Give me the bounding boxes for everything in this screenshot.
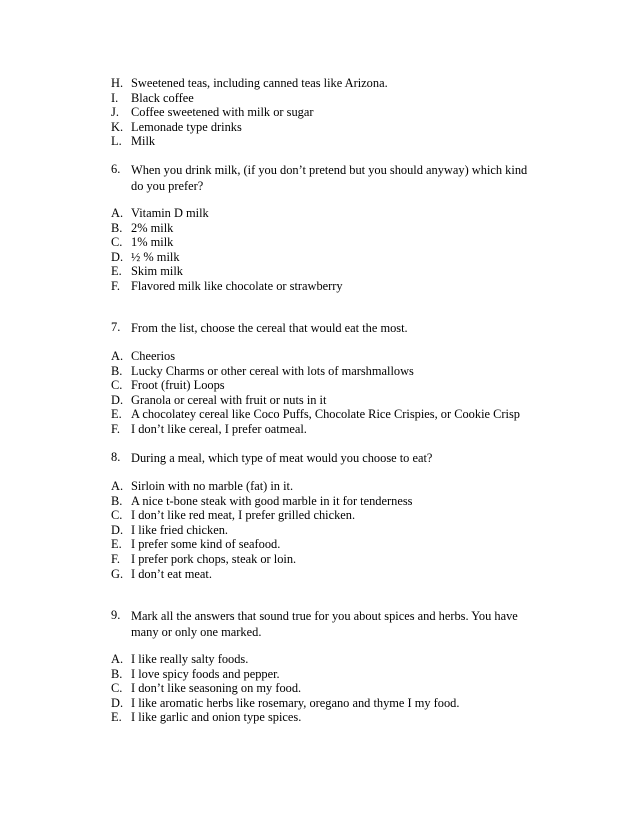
option	[111, 264, 541, 279]
option	[111, 279, 541, 294]
question-7-options	[111, 349, 541, 437]
list-item	[111, 76, 541, 91]
question-text	[111, 450, 541, 466]
question-prompt: When you drink milk, (if you don’t pretend but you should anyway) which kind do you prefer?	[131, 163, 528, 193]
option-letter: D.	[111, 392, 124, 407]
option-letter: E.	[111, 264, 122, 279]
option	[111, 206, 541, 221]
option	[111, 523, 541, 538]
option-text: 1% milk	[131, 235, 174, 250]
list-item-text: Sweetened teas, including canned teas like Arizona.	[131, 76, 388, 90]
question-9	[111, 608, 541, 640]
option-letter: B.	[111, 220, 123, 235]
option-text: I prefer pork chops, steak or loin.	[131, 551, 297, 566]
question-6-options	[111, 206, 541, 294]
option	[111, 508, 541, 523]
option-text: I don’t like seasoning on my food.	[131, 681, 302, 696]
option-text: Froot (fruit) Loops	[131, 378, 225, 393]
option	[111, 349, 541, 364]
option	[111, 710, 541, 725]
option-text: I like really salty foods.	[131, 652, 249, 666]
option-letter: B.	[111, 666, 123, 681]
list-item-text: Black coffee	[131, 90, 194, 105]
option-letter: E.	[111, 407, 122, 422]
list-item	[111, 91, 541, 106]
option	[111, 537, 541, 552]
option-letter: E.	[111, 537, 122, 552]
option-text: I like aromatic herbs like rosemary, oregano and thyme I my food.	[131, 695, 460, 710]
question-number: 6.	[111, 162, 121, 176]
option-text: I don’t like red meat, I prefer grilled chicken.	[131, 508, 356, 523]
option-letter: D.	[111, 695, 124, 710]
question-8	[111, 450, 541, 466]
option	[111, 567, 541, 582]
option	[111, 235, 541, 250]
option	[111, 552, 541, 567]
option-letter: C.	[111, 508, 123, 523]
option-text: Flavored milk like chocolate or strawberry	[131, 278, 343, 293]
option	[111, 667, 541, 682]
list-marker: K.	[111, 119, 124, 134]
option	[111, 378, 541, 393]
option-text: Vitamin D milk	[131, 206, 209, 220]
option-letter: F.	[111, 278, 120, 293]
option-letter: B.	[111, 363, 123, 378]
option-letter: D.	[111, 249, 124, 264]
option	[111, 407, 541, 422]
list-marker: H.	[111, 76, 124, 90]
list-item	[111, 105, 541, 120]
question-prompt: Mark all the answers that sound true for you about spices and herbs. You have many or only one marked.	[131, 609, 518, 639]
question-text	[111, 608, 541, 640]
option	[111, 652, 541, 667]
option	[111, 494, 541, 509]
question-number: 9.	[111, 608, 121, 622]
question-prompt: During a meal, which type of meat would you choose to eat?	[131, 451, 433, 465]
list-marker: I.	[111, 90, 119, 105]
list-marker: J.	[111, 105, 119, 120]
option-letter: A.	[111, 479, 124, 493]
question-9-options	[111, 652, 541, 725]
list-top	[111, 76, 541, 149]
list-item-text: Milk	[131, 134, 156, 149]
question-number: 8.	[111, 450, 121, 464]
question-text	[111, 320, 541, 336]
option-text: Lucky Charms or other cereal with lots of marshmallows	[131, 363, 414, 378]
option	[111, 696, 541, 711]
option-letter: C.	[111, 378, 123, 393]
option-text: I don’t like cereal, I prefer oatmeal.	[131, 421, 307, 436]
question-prompt: From the list, choose the cereal that would eat the most.	[131, 321, 408, 335]
option-text: I like garlic and onion type spices.	[131, 710, 302, 725]
question-7	[111, 320, 541, 336]
option	[111, 393, 541, 408]
option	[111, 479, 541, 494]
option-letter: A.	[111, 349, 124, 363]
question-text	[111, 162, 541, 194]
list-item-text: Lemonade type drinks	[131, 119, 242, 134]
option	[111, 250, 541, 265]
option-letter: B.	[111, 493, 123, 508]
list-item	[111, 134, 541, 149]
list-marker: L.	[111, 134, 122, 149]
option-text: 2% milk	[131, 220, 174, 235]
option-letter: A.	[111, 206, 124, 220]
option-text: Skim milk	[131, 264, 183, 279]
option-text: A chocolatey cereal like Coco Puffs, Chocolate Rice Crispies, or Cookie Crisp	[131, 407, 520, 422]
option	[111, 221, 541, 236]
option-text: I like fried chicken.	[131, 522, 229, 537]
question-6	[111, 162, 541, 194]
option	[111, 681, 541, 696]
option-letter: A.	[111, 652, 124, 666]
option-letter: E.	[111, 710, 122, 725]
option-text: I prefer some kind of seafood.	[131, 537, 281, 552]
option-text: ½ % milk	[131, 249, 180, 264]
option-letter: F.	[111, 421, 120, 436]
option-text: Granola or cereal with fruit or nuts in it	[131, 392, 327, 407]
question-number: 7.	[111, 320, 121, 334]
list-item-text: Coffee sweetened with milk or sugar	[131, 105, 314, 120]
option-text: Sirloin with no marble (fat) in it.	[131, 479, 294, 493]
option-text: I love spicy foods and pepper.	[131, 666, 280, 681]
option-letter: D.	[111, 522, 124, 537]
question-8-options	[111, 479, 541, 581]
option-letter: C.	[111, 681, 123, 696]
option-text: A nice t-bone steak with good marble in it for tenderness	[131, 493, 413, 508]
option-letter: G.	[111, 566, 124, 581]
list-item	[111, 120, 541, 135]
option	[111, 422, 541, 437]
option	[111, 364, 541, 379]
option-text: Cheerios	[131, 349, 176, 363]
option-letter: C.	[111, 235, 123, 250]
option-letter: F.	[111, 551, 120, 566]
option-text: I don’t eat meat.	[131, 566, 212, 581]
